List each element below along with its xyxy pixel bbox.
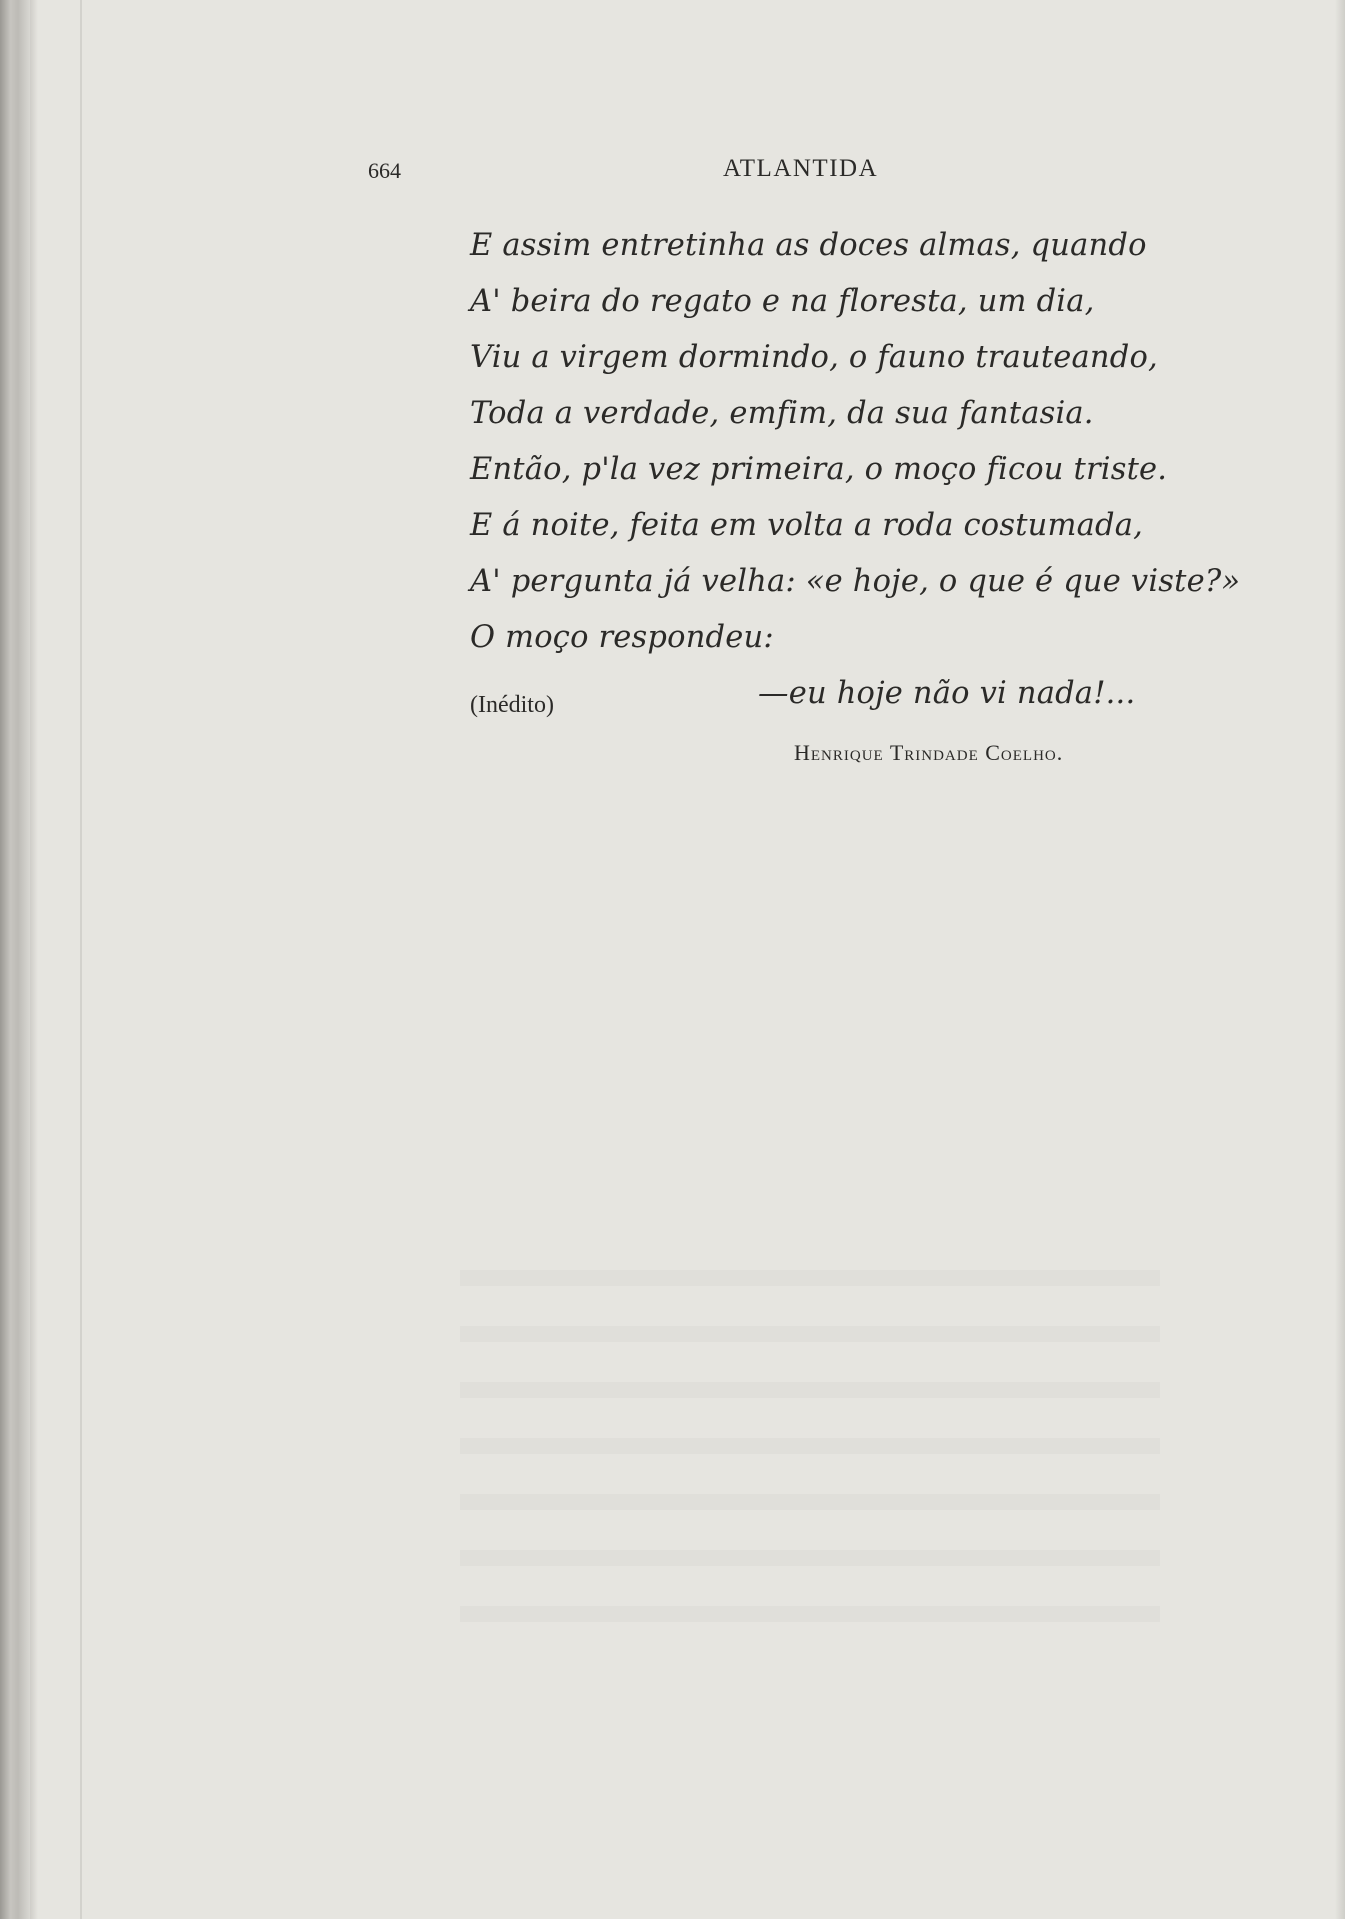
verse-line: E assim entretinha as doces almas, quando: [470, 228, 1147, 263]
verse-line-indented: —eu hoje não vi nada!...: [758, 676, 1136, 711]
page-right-edge: [1335, 0, 1345, 1919]
verse-line: A' pergunta já velha: «e hoje, o que é que viste?»: [470, 564, 1241, 599]
verse-line: O moço respondeu:: [470, 620, 774, 655]
spine-shadow: [30, 0, 38, 1919]
verse-line: Toda a verdade, emfim, da sua fantasia.: [470, 396, 1094, 431]
unpublished-note: (Inédito): [470, 692, 554, 718]
author-signature: Henrique Trindade Coelho.: [794, 740, 1064, 765]
running-title: ATLANTIDA: [723, 155, 879, 182]
page-fold-line: [80, 0, 82, 1919]
verse-line: A' beira do regato e na floresta, um dia,: [470, 284, 1095, 319]
verse-line: Então, p'la vez primeira, o moço ficou triste.: [470, 452, 1168, 487]
show-through-text: [460, 1240, 1160, 1660]
poem-stanza-1: [470, 218, 1158, 442]
book-spine: [0, 0, 30, 1919]
verse-line: E á noite, feita em volta a roda costumada,: [470, 508, 1144, 543]
verse-line: Viu a virgem dormindo, o fauno trauteando,: [470, 340, 1158, 375]
page-number: 664: [368, 158, 401, 183]
poem-stanza-2: [470, 442, 1240, 722]
